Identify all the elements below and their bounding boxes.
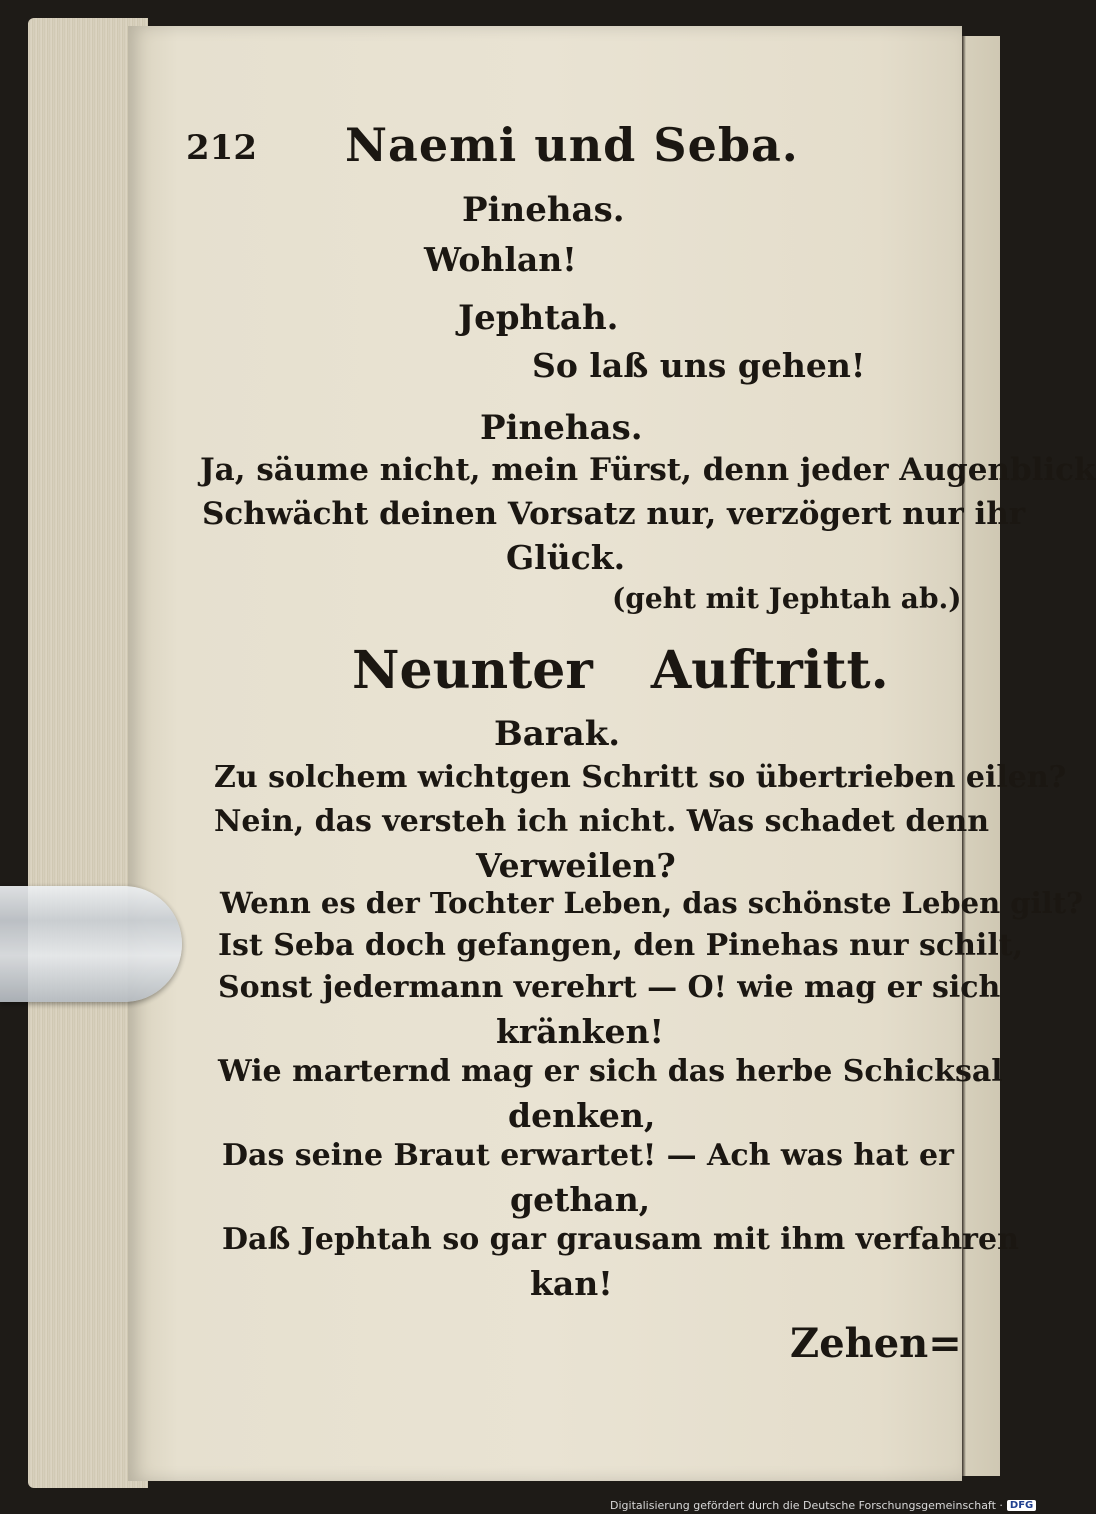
verse-line: gethan, (510, 1180, 651, 1219)
dfg-logo-icon: DFG (1007, 1500, 1036, 1511)
speaker-pinehas: Pinehas. (462, 190, 625, 230)
page-holder-clip (0, 886, 182, 1002)
verse-line: Glück. (506, 538, 626, 577)
verse-line: kan! (530, 1264, 613, 1303)
scene-heading: Neunter Auftritt. (352, 640, 889, 701)
speaker-barak: Barak. (494, 714, 621, 754)
verse-line: Verweilen? (476, 846, 676, 885)
speaker-pinehas: Pinehas. (480, 408, 643, 448)
verse-line: Das seine Braut erwartet! — Ach was hat er (222, 1138, 954, 1173)
verse-line: kränken! (496, 1012, 664, 1051)
verse-line: Sonst jedermann verehrt — O! wie mag er sich (218, 970, 1001, 1005)
running-title: Naemi und Seba. (345, 118, 799, 172)
verse-line: Ja, säume nicht, mein Fürst, denn jeder Augenblick (200, 452, 1096, 488)
verse-line: denken, (508, 1096, 656, 1135)
facing-page-edge (962, 36, 1000, 1476)
speaker-jephtah: Jephtah. (458, 298, 619, 338)
verse-line: Ist Seba doch gefangen, den Pinehas nur schilt, (218, 928, 1024, 963)
footer-text: Digitalisierung gefördert durch die Deutsche Forschungsgemeinschaft · (610, 1498, 1003, 1512)
verse-line: Wie marternd mag er sich das herbe Schicksal (218, 1054, 1003, 1089)
stage-direction: (geht mit Jephtah ab.) (612, 582, 962, 615)
page-number: 212 (186, 128, 257, 168)
verse-line: Zu solchem wichtgen Schritt so übertrieben eilen? (214, 760, 1067, 795)
verse-line: Daß Jephtah so gar grausam mit ihm verfahren (222, 1222, 1019, 1257)
verse-line: So laß uns gehen! (532, 346, 866, 385)
verse-line: Wohlan! (424, 240, 577, 279)
verse-line: Wenn es der Tochter Leben, das schönste Leben gilt? (220, 886, 1084, 920)
footer-credit (610, 1496, 1034, 1514)
verse-line: Schwächt deinen Vorsatz nur, verzögert nur ihr (202, 496, 1026, 532)
catchword: Zehen= (790, 1320, 962, 1367)
verse-line: Nein, das versteh ich nicht. Was schadet denn (214, 804, 990, 839)
